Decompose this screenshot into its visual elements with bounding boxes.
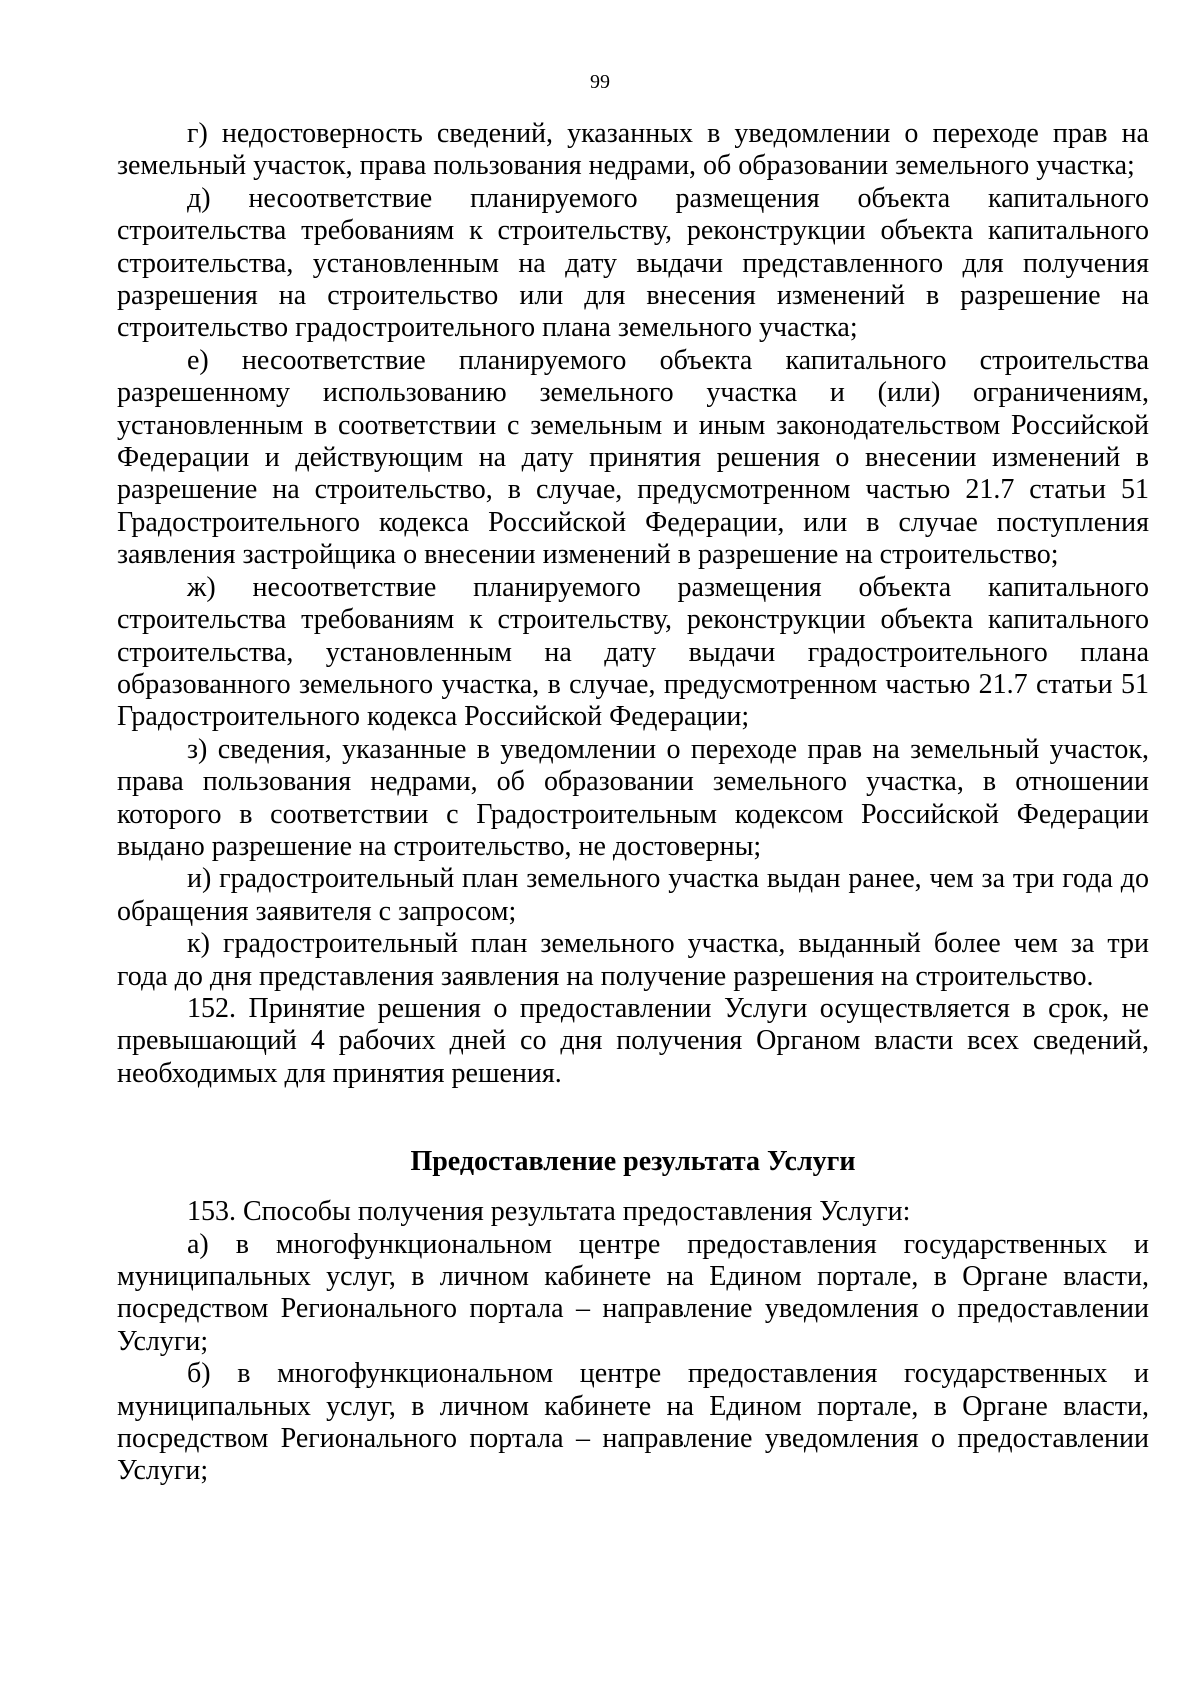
paragraph-i: и) градостроительный план земельного участка выдан ранее, чем за три года до обращения заявителя с запросом; (117, 863, 1149, 927)
paragraph-153-a: а) в многофункциональном центре предоставления государственных и муниципальных услуг, в личном кабинете на Едином портале, в Органе власти, посредством Регионального портала – направление уведомления о предоставлении Услуги; (117, 1228, 1149, 1357)
paragraph-k: к) градостроительный план земельного участка, выданный более чем за три года до дня представления заявления на получение разрешения на строительство. (117, 928, 1149, 992)
document-body (117, 118, 1149, 1488)
paragraph-153: 153. Способы получения результата предоставления Услуги: (187, 1196, 911, 1228)
section-heading: Предоставление результата Услуги (410, 1146, 856, 1178)
paragraph-152: 152. Принятие решения о предоставлении Услуги осуществляется в срок, не превышающий 4 рабочих дней со дня получения Органом власти всех сведений, необходимых для принятия решения. (117, 992, 1149, 1089)
paragraph-z: з) сведения, указанные в уведомлении о переходе прав на земельный участок, права пользования недрами, об образовании земельного участка, в отношении которого в соответствии с Градостроительным кодексом Российской Федерации выдано разрешение на строительство, не достоверны; (117, 733, 1149, 862)
paragraph-153-b: б) в многофункциональном центре предоставления государственных и муниципальных услуг, в личном кабинете на Едином портале, в Органе власти, посредством Регионального портала – направление уведомления о предоставлении Услуги; (117, 1358, 1149, 1487)
paragraph-zh: ж) несоответствие планируемого размещения объекта капитального строительства требованиям к строительству, реконструкции объекта капитального строительства, установленным на дату выдачи градостроительного плана образованного земельного участка, в случае, предусмотренном частью 21.7 статьи 51 Градостроительного кодекса Российской Федерации; (117, 571, 1149, 733)
paragraph-d: д) несоответствие планируемого размещения объекта капитального строительства требованиям к строительству, реконструкции объекта капитального строительства, установленным на дату выдачи представленного для получения разрешения на строительство или для внесения изменений в разрешение на строительство градостроительного плана земельного участка; (117, 182, 1149, 344)
paragraph-e: е) несоответствие планируемого объекта капитального строительства разрешенному использованию земельного участка и (или) ограничениям, установленным в соответствии с земельным и иным законодательством Российской Федерации и действующим на дату принятия решения о внесении изменений в разрешение на строительство, в случае, предусмотренном частью 21.7 статьи 51 Градостроительного кодекса Российской Федерации, или в случае поступления заявления застройщика о внесении изменений в разрешение на строительство; (117, 344, 1149, 571)
paragraph-g: г) недостоверность сведений, указанных в уведомлении о переходе прав на земельный участок, права пользования недрами, об образовании земельного участка; (117, 118, 1149, 182)
page-number: 99 (590, 71, 610, 93)
